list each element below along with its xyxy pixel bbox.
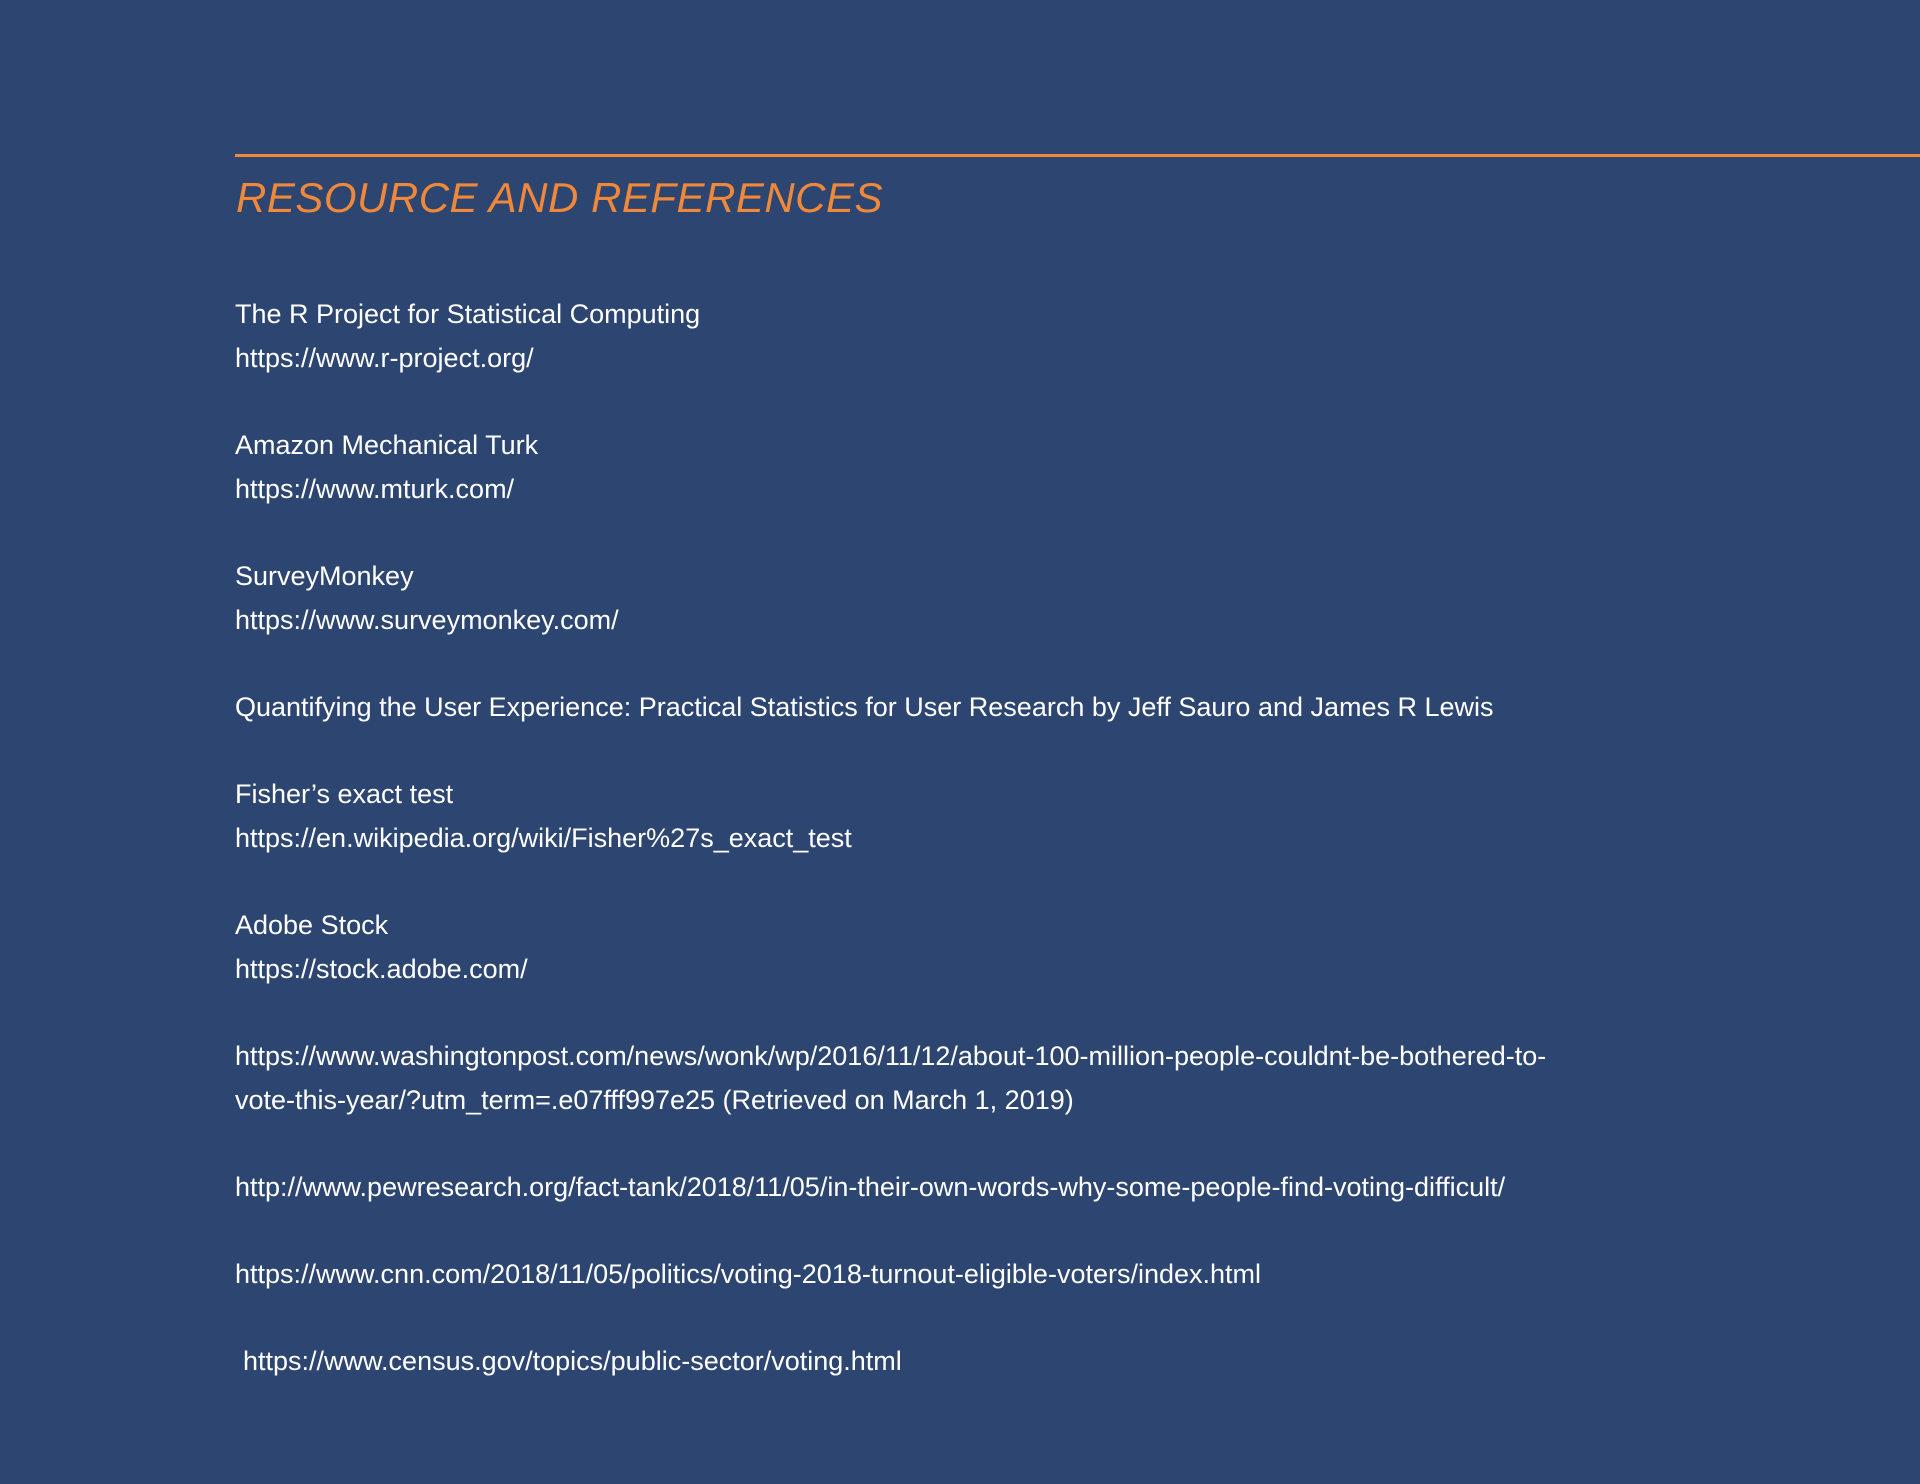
reference-title: Quantifying the User Experience: Practical Statistics for User Research by Jeff Sauro and James R Lewis	[235, 692, 1494, 722]
reference-item	[235, 292, 1735, 380]
reference-url[interactable]: https://www.cnn.com/2018/11/05/politics/voting-2018-turnout-eligible-voters/index.html	[235, 1259, 1262, 1289]
reference-list	[235, 292, 1735, 1426]
reference-url[interactable]: http://www.pewresearch.org/fact-tank/2018/11/05/in-their-own-words-why-some-people-find-voting-difficult/	[235, 1172, 1506, 1202]
heading-rule	[235, 154, 1920, 157]
reference-url[interactable]: https://www.r-project.org/	[235, 343, 534, 373]
reference-item	[235, 772, 1735, 860]
reference-url[interactable]: https://www.washingtonpost.com/news/wonk/wp/2016/11/12/about-100-million-people-couldnt-be-bothered-to-	[235, 1041, 1547, 1071]
reference-title: Fisher’s exact test	[235, 779, 454, 809]
reference-item	[235, 1165, 1735, 1209]
reference-item	[235, 554, 1735, 642]
reference-url[interactable]: https://en.wikipedia.org/wiki/Fisher%27s_exact_test	[235, 823, 852, 853]
reference-item	[235, 1339, 1735, 1383]
reference-title: SurveyMonkey	[235, 561, 414, 591]
reference-title: The R Project for Statistical Computing	[235, 299, 701, 329]
reference-title: Adobe Stock	[235, 910, 389, 940]
reference-item	[235, 423, 1735, 511]
reference-title: Amazon Mechanical Turk	[235, 430, 539, 460]
reference-item	[235, 685, 1735, 729]
reference-url[interactable]: https://www.census.gov/topics/public-sector/voting.html	[243, 1346, 902, 1376]
page-heading: RESOURCE AND REFERENCES	[236, 174, 884, 221]
reference-url[interactable]: https://www.surveymonkey.com/	[235, 605, 619, 635]
reference-item	[235, 903, 1735, 991]
reference-url[interactable]: https://stock.adobe.com/	[235, 954, 528, 984]
reference-item	[235, 1034, 1735, 1122]
reference-url[interactable]: https://www.mturk.com/	[235, 474, 515, 504]
reference-item	[235, 1252, 1735, 1296]
reference-url-continued[interactable]: vote-this-year/?utm_term=.e07fff997e25 (Retrieved on March 1, 2019)	[235, 1085, 1074, 1115]
